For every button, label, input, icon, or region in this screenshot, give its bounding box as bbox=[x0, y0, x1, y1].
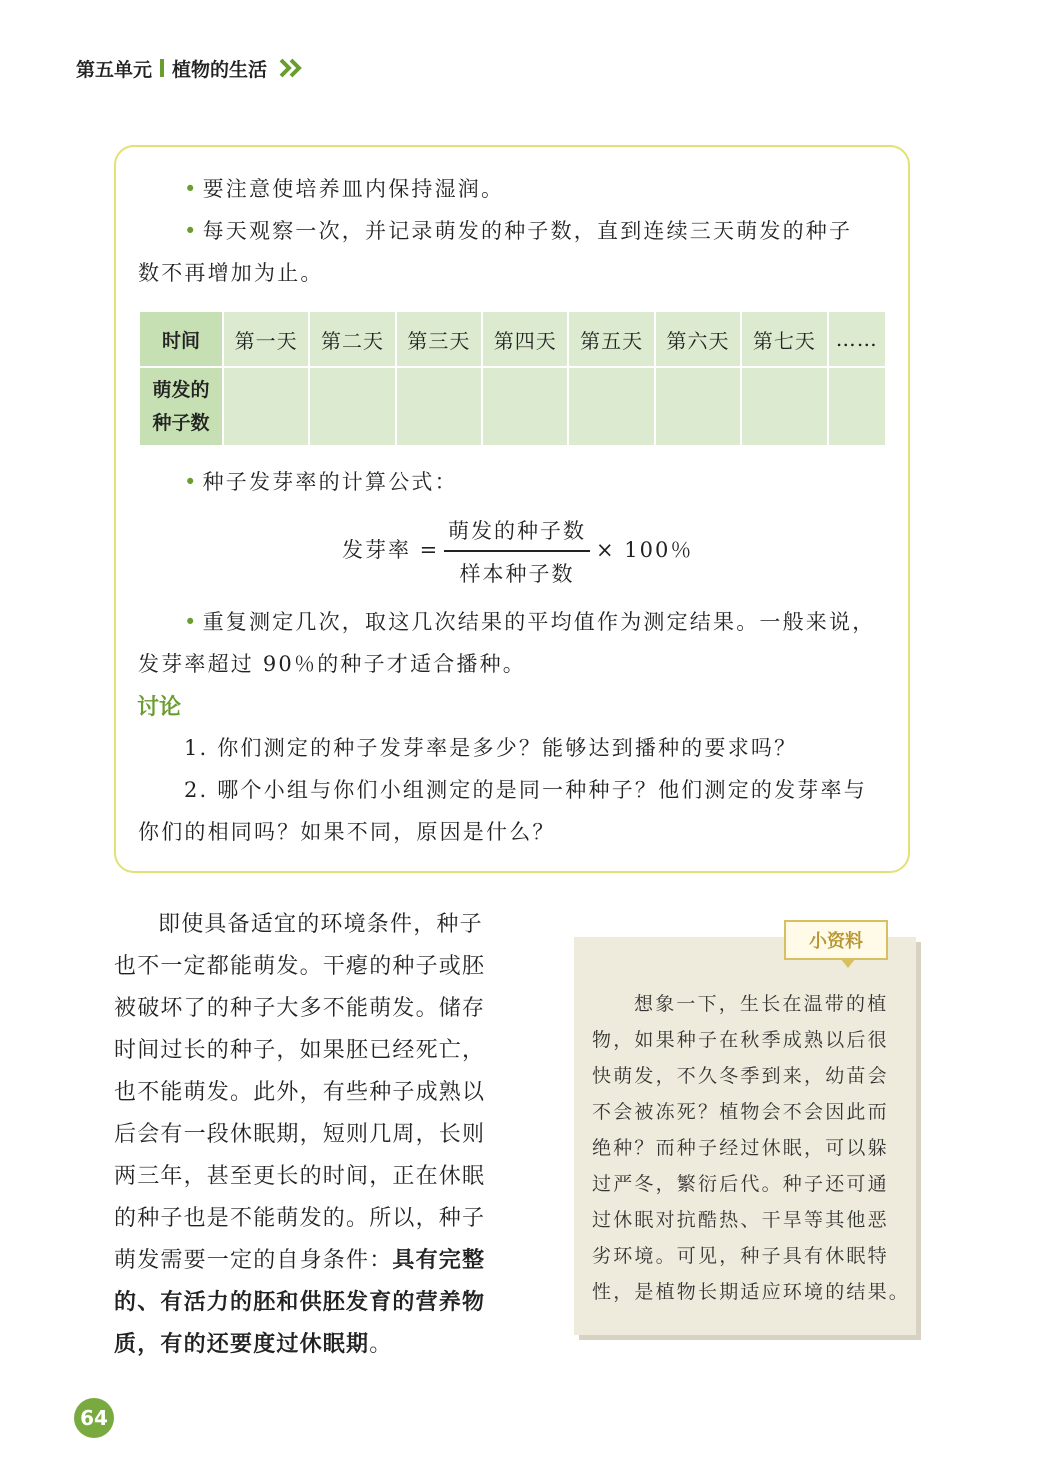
paragraph-line: 质，有的还要度过休眠期。 bbox=[114, 1332, 393, 1357]
table-empty-cell bbox=[741, 367, 827, 446]
chapter-title: 植物的生活 bbox=[172, 58, 268, 81]
table-header-time: 时间 bbox=[139, 311, 223, 367]
bullet-dot: • bbox=[184, 470, 199, 494]
info-note-tag: 小资料 bbox=[784, 920, 888, 960]
note-line: 性，是植物长期适应环境的结果。 bbox=[592, 1281, 911, 1303]
table-empty-cell bbox=[568, 367, 654, 446]
paragraph-line: 萌发需要一定的自身条件：具有完整 bbox=[114, 1248, 486, 1273]
table-empty-cell bbox=[396, 367, 482, 446]
table-day-cell: 第一天 bbox=[223, 311, 309, 367]
paragraph-line: 也不一定都能萌发。干瘪的种子或胚 bbox=[114, 954, 486, 979]
unit-label: 第五单元 bbox=[76, 58, 153, 81]
discussion-question-2: 2. 哪个小组与你们小组测定的是同一种种子？他们测定的发芽率与 bbox=[184, 778, 867, 802]
table-day-cell: 第三天 bbox=[396, 311, 482, 367]
formula-numerator: 萌发的种子数 bbox=[448, 519, 586, 543]
key-conclusion: 的、有活力的胚和供胚发育的营养物 bbox=[114, 1290, 486, 1315]
fraction-bar bbox=[444, 550, 590, 552]
table-day-cell: 第五天 bbox=[568, 311, 654, 367]
discussion-heading: 讨论 bbox=[137, 695, 182, 720]
discussion-question-1: 1. 你们测定的种子发芽率是多少？能够达到播种的要求吗？ bbox=[184, 736, 798, 760]
bullet-dot: • bbox=[184, 219, 199, 243]
table-empty-cell bbox=[828, 367, 886, 446]
bullet-keep-moist: • 要注意使培养皿内保持湿润。 bbox=[184, 177, 505, 201]
table-empty-cell bbox=[223, 367, 309, 446]
table-empty-cell bbox=[655, 367, 741, 446]
paragraph-line: 被破坏了的种子大多不能萌发。储存 bbox=[114, 996, 486, 1021]
paragraph-line bbox=[114, 1282, 524, 1324]
formula-rhs: × 100％ bbox=[596, 538, 694, 562]
table-empty-cell bbox=[309, 367, 395, 446]
formula-denominator: 样本种子数 bbox=[459, 562, 575, 586]
page-number: 64 bbox=[74, 1398, 114, 1438]
bullet-dot: • bbox=[184, 610, 199, 634]
bullet-repeat-test: • 重复测定几次，取这几次结果的平均值作为测定结果。一般来说， bbox=[184, 610, 876, 634]
paragraph-line: 即使具备适宜的环境条件，种子 bbox=[158, 912, 483, 937]
bullet-daily-observe-cont: 数不再增加为止。 bbox=[138, 261, 324, 285]
formula-lhs: 发芽率 = bbox=[342, 538, 440, 562]
key-conclusion: 具有完整 bbox=[392, 1248, 486, 1273]
note-line: 过严冬，繁衍后代。种子还可通 bbox=[592, 1173, 889, 1195]
header-separator bbox=[160, 59, 164, 77]
double-chevron-icon bbox=[279, 58, 305, 78]
table-empty-cell bbox=[482, 367, 568, 446]
note-line: 绝种？而种子经过休眠，可以躲 bbox=[592, 1137, 889, 1159]
bullet-repeat-test-cont: 发芽率超过 90％的种子才适合播种。 bbox=[138, 652, 526, 676]
note-line: 想象一下，生长在温带的植 bbox=[634, 993, 889, 1015]
table-row bbox=[139, 311, 886, 367]
running-header bbox=[76, 54, 305, 82]
note-line: 物，如果种子在秋季成熟以后很 bbox=[592, 1029, 889, 1051]
note-line: 劣环境。可见，种子具有休眠特 bbox=[592, 1245, 889, 1267]
key-conclusion: 质，有的还要度过休眠期 bbox=[114, 1332, 370, 1357]
table-header-seed-count: 萌发的 种子数 bbox=[139, 367, 223, 446]
table-row bbox=[139, 367, 886, 446]
paragraph-line: 的种子也是不能萌发的。所以，种子 bbox=[114, 1206, 486, 1231]
table-day-cell: 第七天 bbox=[741, 311, 827, 367]
note-line: 过休眠对抗酷热、干旱等其他恶 bbox=[592, 1209, 889, 1231]
paragraph-line: 也不能萌发。此外，有些种子成熟以 bbox=[114, 1080, 486, 1105]
main-paragraph bbox=[114, 904, 524, 1366]
note-line: 快萌发，不久冬季到来，幼苗会 bbox=[592, 1065, 889, 1087]
paragraph-line: 两三年，甚至更长的时间，正在休眠 bbox=[114, 1164, 486, 1189]
germination-record-table bbox=[138, 310, 887, 447]
paragraph-line: 时间过长的种子，如果胚已经死亡， bbox=[114, 1038, 486, 1063]
paragraph-line: 后会有一段休眠期，短则几周，长则 bbox=[114, 1122, 486, 1147]
info-note-text bbox=[592, 986, 911, 1310]
table-day-cell: 第二天 bbox=[309, 311, 395, 367]
bullet-formula-intro: • 种子发芽率的计算公式： bbox=[184, 470, 458, 494]
bullet-daily-observe: • 每天观察一次，并记录萌发的种子数，直到连续三天萌发的种子 bbox=[184, 219, 853, 243]
table-day-cell: …… bbox=[828, 311, 886, 367]
discussion-question-2-cont: 你们的相同吗？如果不同，原因是什么？ bbox=[138, 820, 556, 844]
table-day-cell: 第四天 bbox=[482, 311, 568, 367]
bullet-dot: • bbox=[184, 177, 199, 201]
table-day-cell: 第六天 bbox=[655, 311, 741, 367]
note-line: 不会被冻死？植物会不会因此而 bbox=[592, 1101, 889, 1123]
